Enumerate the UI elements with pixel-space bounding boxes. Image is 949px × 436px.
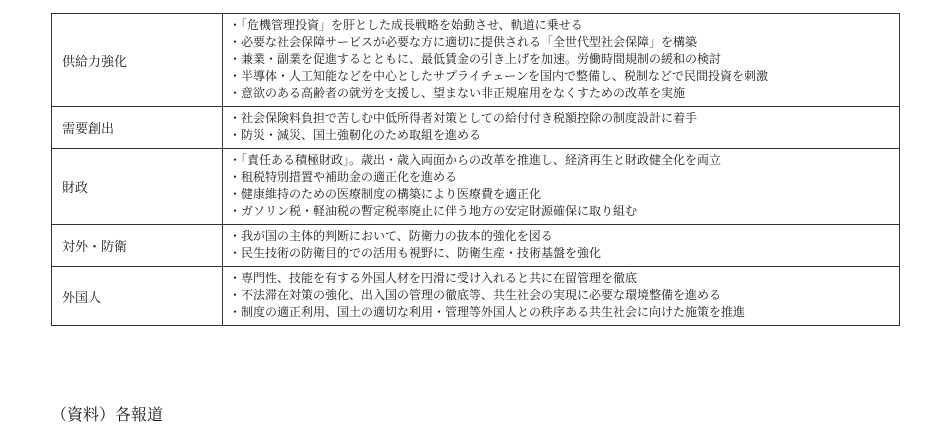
source-note: （資料）各報道 [51, 405, 164, 424]
category-cell: 需要創出 [52, 107, 223, 149]
items-cell [223, 14, 900, 107]
items-cell [223, 107, 900, 149]
list-item: ・「責任ある積極財政」。歳出・歳入両面からの改革を推進し、経済再生と財政健全化を両立 [229, 153, 722, 167]
list-item: ・専門性、技能を有する外国人材を円滑に受け入れると共に在留管理を徹底 [229, 271, 638, 285]
items-cell [223, 225, 900, 267]
policy-table [51, 13, 900, 326]
list-item: ・意欲のある高齢者の就労を支援し、望まない非正規雇用をなくすための改革を実施 [229, 86, 686, 100]
table-row [52, 149, 900, 225]
list-item: ・必要な社会保障サービスが必要な方に適切に提供される「全世代型社会保障」を構築 [229, 35, 698, 49]
list-item: ・健康維持のための医療制度の構築により医療費を適正化 [229, 187, 542, 201]
list-item: ・民生技術の防衛目的での活用も視野に、防衛生産・技術基盤を強化 [229, 246, 602, 260]
items-cell [223, 149, 900, 225]
list-item: ・ガソリン税・軽油税の暫定税率廃止に伴う地方の安定財源確保に取り組む [229, 204, 638, 218]
category-cell: 供給力強化 [52, 14, 223, 107]
list-item: ・半導体・人工知能などを中心としたサプライチェーンを国内で整備し、税制などで民間投資を刺激 [229, 69, 769, 83]
list-item: ・租税特別措置や補助金の適正化を進める [229, 170, 458, 184]
list-item: ・社会保険料負担で苦しむ中低所得者対策としての給付付き税額控除の制度設計に着手 [229, 111, 698, 125]
list-item: ・我が国の主体的判断において、防衛力の抜本的強化を図る [229, 229, 553, 243]
table-row [52, 225, 900, 267]
table-row [52, 107, 900, 149]
table-row [52, 267, 900, 326]
list-item: ・「危機管理投資」を肝とした成長戦略を始動させ、軌道に乗せる [229, 18, 583, 32]
list-item: ・制度の適正利用、国土の適切な利用・管理等外国人との秩序ある共生社会に向けた施策を推進 [229, 305, 746, 319]
table-row [52, 14, 900, 107]
list-item: ・兼業・副業を促進するとともに、最低賃金の引き上げを加速。労働時間規制の緩和の検討 [229, 52, 722, 66]
list-item: ・防災・減災、国土強靭化のため取組を進める [229, 128, 482, 142]
category-cell: 外国人 [52, 267, 223, 326]
list-item: ・不法滞在対策の強化、出入国の管理の徹底等、共生社会の実現に必要な環境整備を進める [229, 288, 722, 302]
items-cell [223, 267, 900, 326]
category-cell: 財政 [52, 149, 223, 225]
category-cell: 対外・防衛 [52, 225, 223, 267]
